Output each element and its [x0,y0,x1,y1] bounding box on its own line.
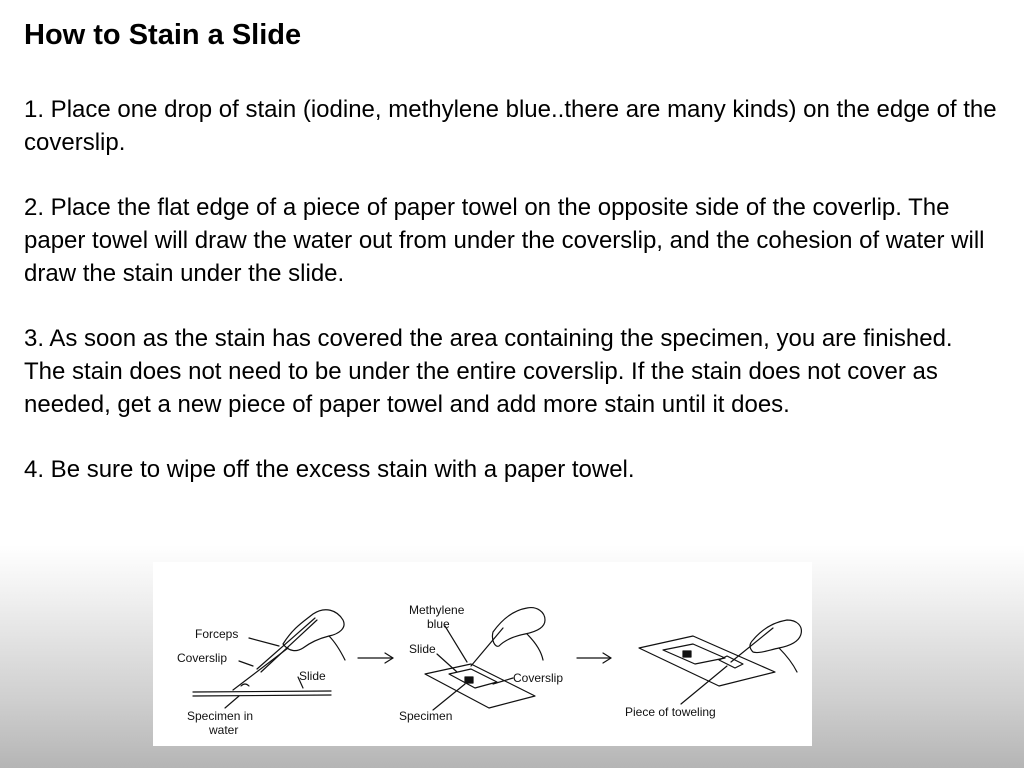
leader-forceps [249,638,279,646]
panel-3-toweling [639,620,801,704]
hand-line-1 [329,636,345,660]
label-slide-2: Slide [409,642,436,656]
instruction-steps [24,93,999,518]
label-slide-1: Slide [299,669,326,683]
step-4: 4. Be sure to wipe off the excess stain with a paper towel. [24,456,635,483]
label-specimen-2: Specimen [399,709,453,723]
label-forceps: Forceps [195,627,239,641]
hand-line-2 [527,634,543,660]
label-towel: Piece of toweling [625,705,716,719]
leader-coverslip-1 [239,661,253,666]
label-specimen-1-line1: Specimen in [187,709,254,723]
specimen-shape-2 [465,677,473,683]
coverslip-shape-3 [663,644,725,664]
step-3: 3. As soon as the stain has covered the area containing the specimen, you are finished. The stain does not need to be under the entire coverslip. If the stain does not cover as needed, get a new piece of paper towel and add more stain until it does. [24,325,953,418]
staining-diagram [153,562,812,746]
dropper-shape [471,628,503,666]
slide-shape-1 [193,691,331,692]
hand-line-3 [779,648,797,672]
staining-illustration [153,562,812,746]
label-coverslip-2: Coverslip [513,671,564,685]
arrow-1 [358,653,393,663]
water-drop-1 [241,684,249,686]
hand-shape-2 [492,608,545,647]
leader-methylene [445,626,467,662]
hand-shape-1 [283,610,344,651]
specimen-shape-3 [683,651,691,657]
leader-specimen-2 [433,684,465,710]
slide-shape-1b [193,695,331,696]
label-methylene-line2: blue [427,617,450,631]
step-1: 1. Place one drop of stain (iodine, methylene blue..there are many kinds) on the edge of the coverslip. [24,96,997,156]
label-specimen-1-line2: water [209,723,239,737]
label-coverslip-1: Coverslip [177,651,228,665]
page-title: How to Stain a Slide [24,19,302,51]
towel-holder [731,628,773,662]
leader-specimen-1 [225,696,239,708]
hand-shape-3 [750,620,801,653]
step-2: 2. Place the flat edge of a piece of paper towel on the opposite side of the coverlip. The paper towel will draw the water out from under the coverslip, and the cohesion of water will draw the stain under the slide. [24,194,985,287]
arrow-2 [577,653,611,663]
label-methylene-line1: Methylene [409,603,465,617]
